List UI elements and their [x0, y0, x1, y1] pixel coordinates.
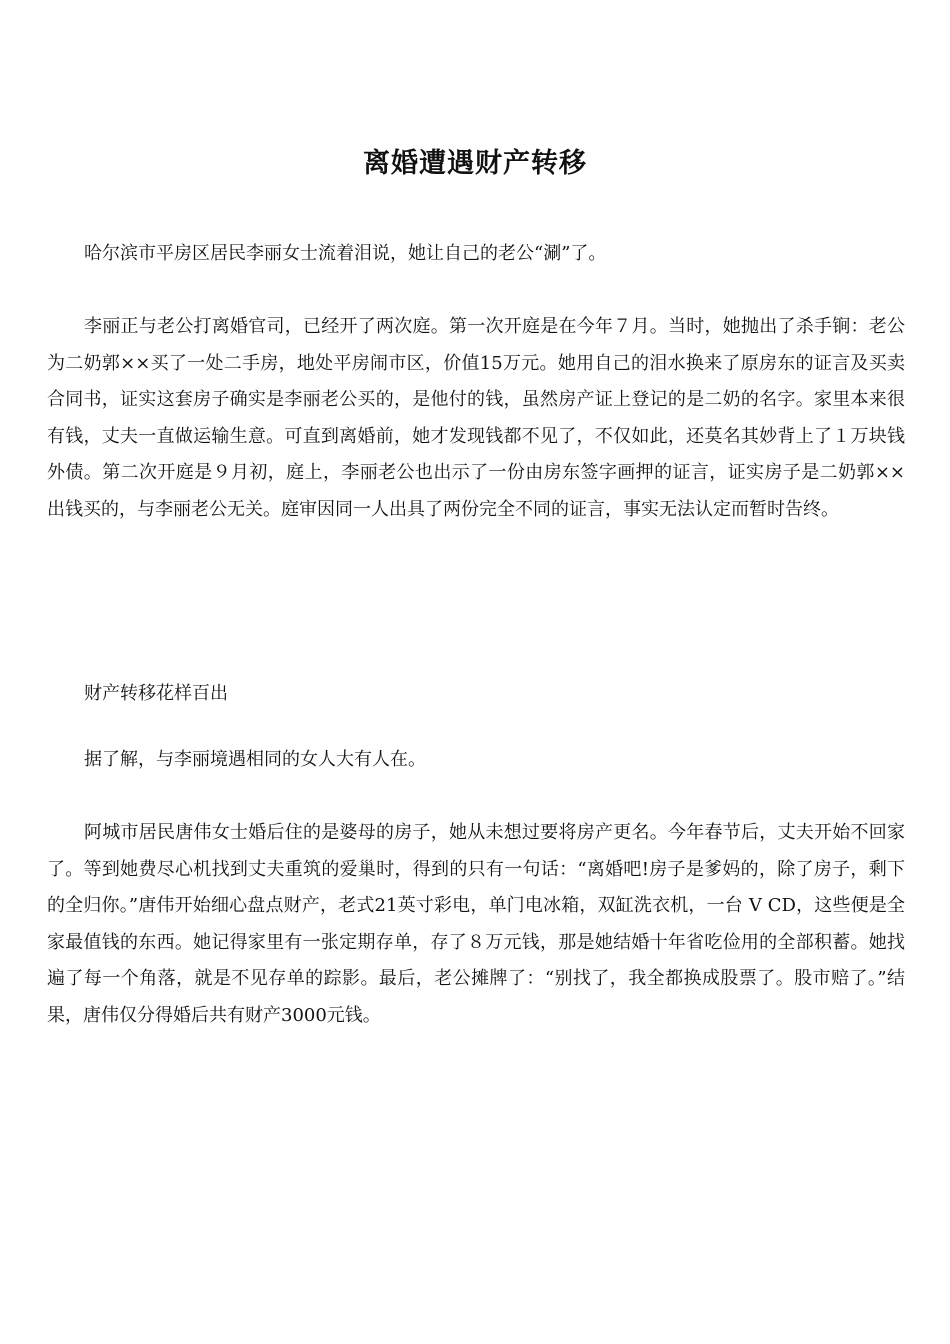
paragraph-first-trial: 李丽正与老公打离婚官司，已经开了两次庭。第一次开庭是在今年７月。当时，她抛出了杀手锏：老公为二奶郭××买了一处二手房，地处平房闹市区，价值15万元。她用自己的泪水换来了原房东的证言及买卖合同书，证实这套房子确实是李丽老公买的，是他付的钱，虽然房产证上登记的是二奶的名字。家里本来很有钱，丈夫一直做运输生意。可直到离婚前，她才发现钱都不见了，不仅如此，还莫名其妙背上了１万块钱外债。第二次开庭是９月初，庭上，李丽老公也出示了一份由房东签字画押的证言，证实房子是二奶郭××出钱买的，与李丽老公无关。庭审因同一人出具了两份完全不同的证言，事实无法认定而暂时告终。 — [47, 316, 905, 520]
paragraph-others: 据了解，与李丽境遇相同的女人大有人在。 — [84, 749, 426, 770]
section-subheading: 财产转移花样百出 — [84, 683, 228, 704]
paragraph-tang-wei: 阿城市居民唐伟女士婚后住的是婆母的房子，她从未想过要将房产更名。今年春节后，丈夫开始不回家了。等到她费尽心机找到丈夫重筑的爱巢时，得到的只有一句话：“离婚吧!房子是爹妈的，除了房子，剩下的全归你。”唐伟开始细心盘点财产，老式21英寸彩电，单门电冰箱，双缸洗衣机，一台 V CD，这些便是全家最值钱的东西。她记得家里有一张定期存单，存了８万元钱，那是她结婚十年省吃俭用的全部积蓄。她找遍了每一个角落，就是不见存单的踪影。最后，老公摊牌了：“别找了，我全都换成股票了。股市赔了。”结果，唐伟仅分得婚后共有财产3000元钱。 — [47, 822, 905, 1026]
document-title: 离婚遭遇财产转移 — [363, 148, 587, 179]
paragraph-intro: 哈尔滨市平房区居民李丽女士流着泪说，她让自己的老公“涮”了。 — [84, 243, 607, 264]
